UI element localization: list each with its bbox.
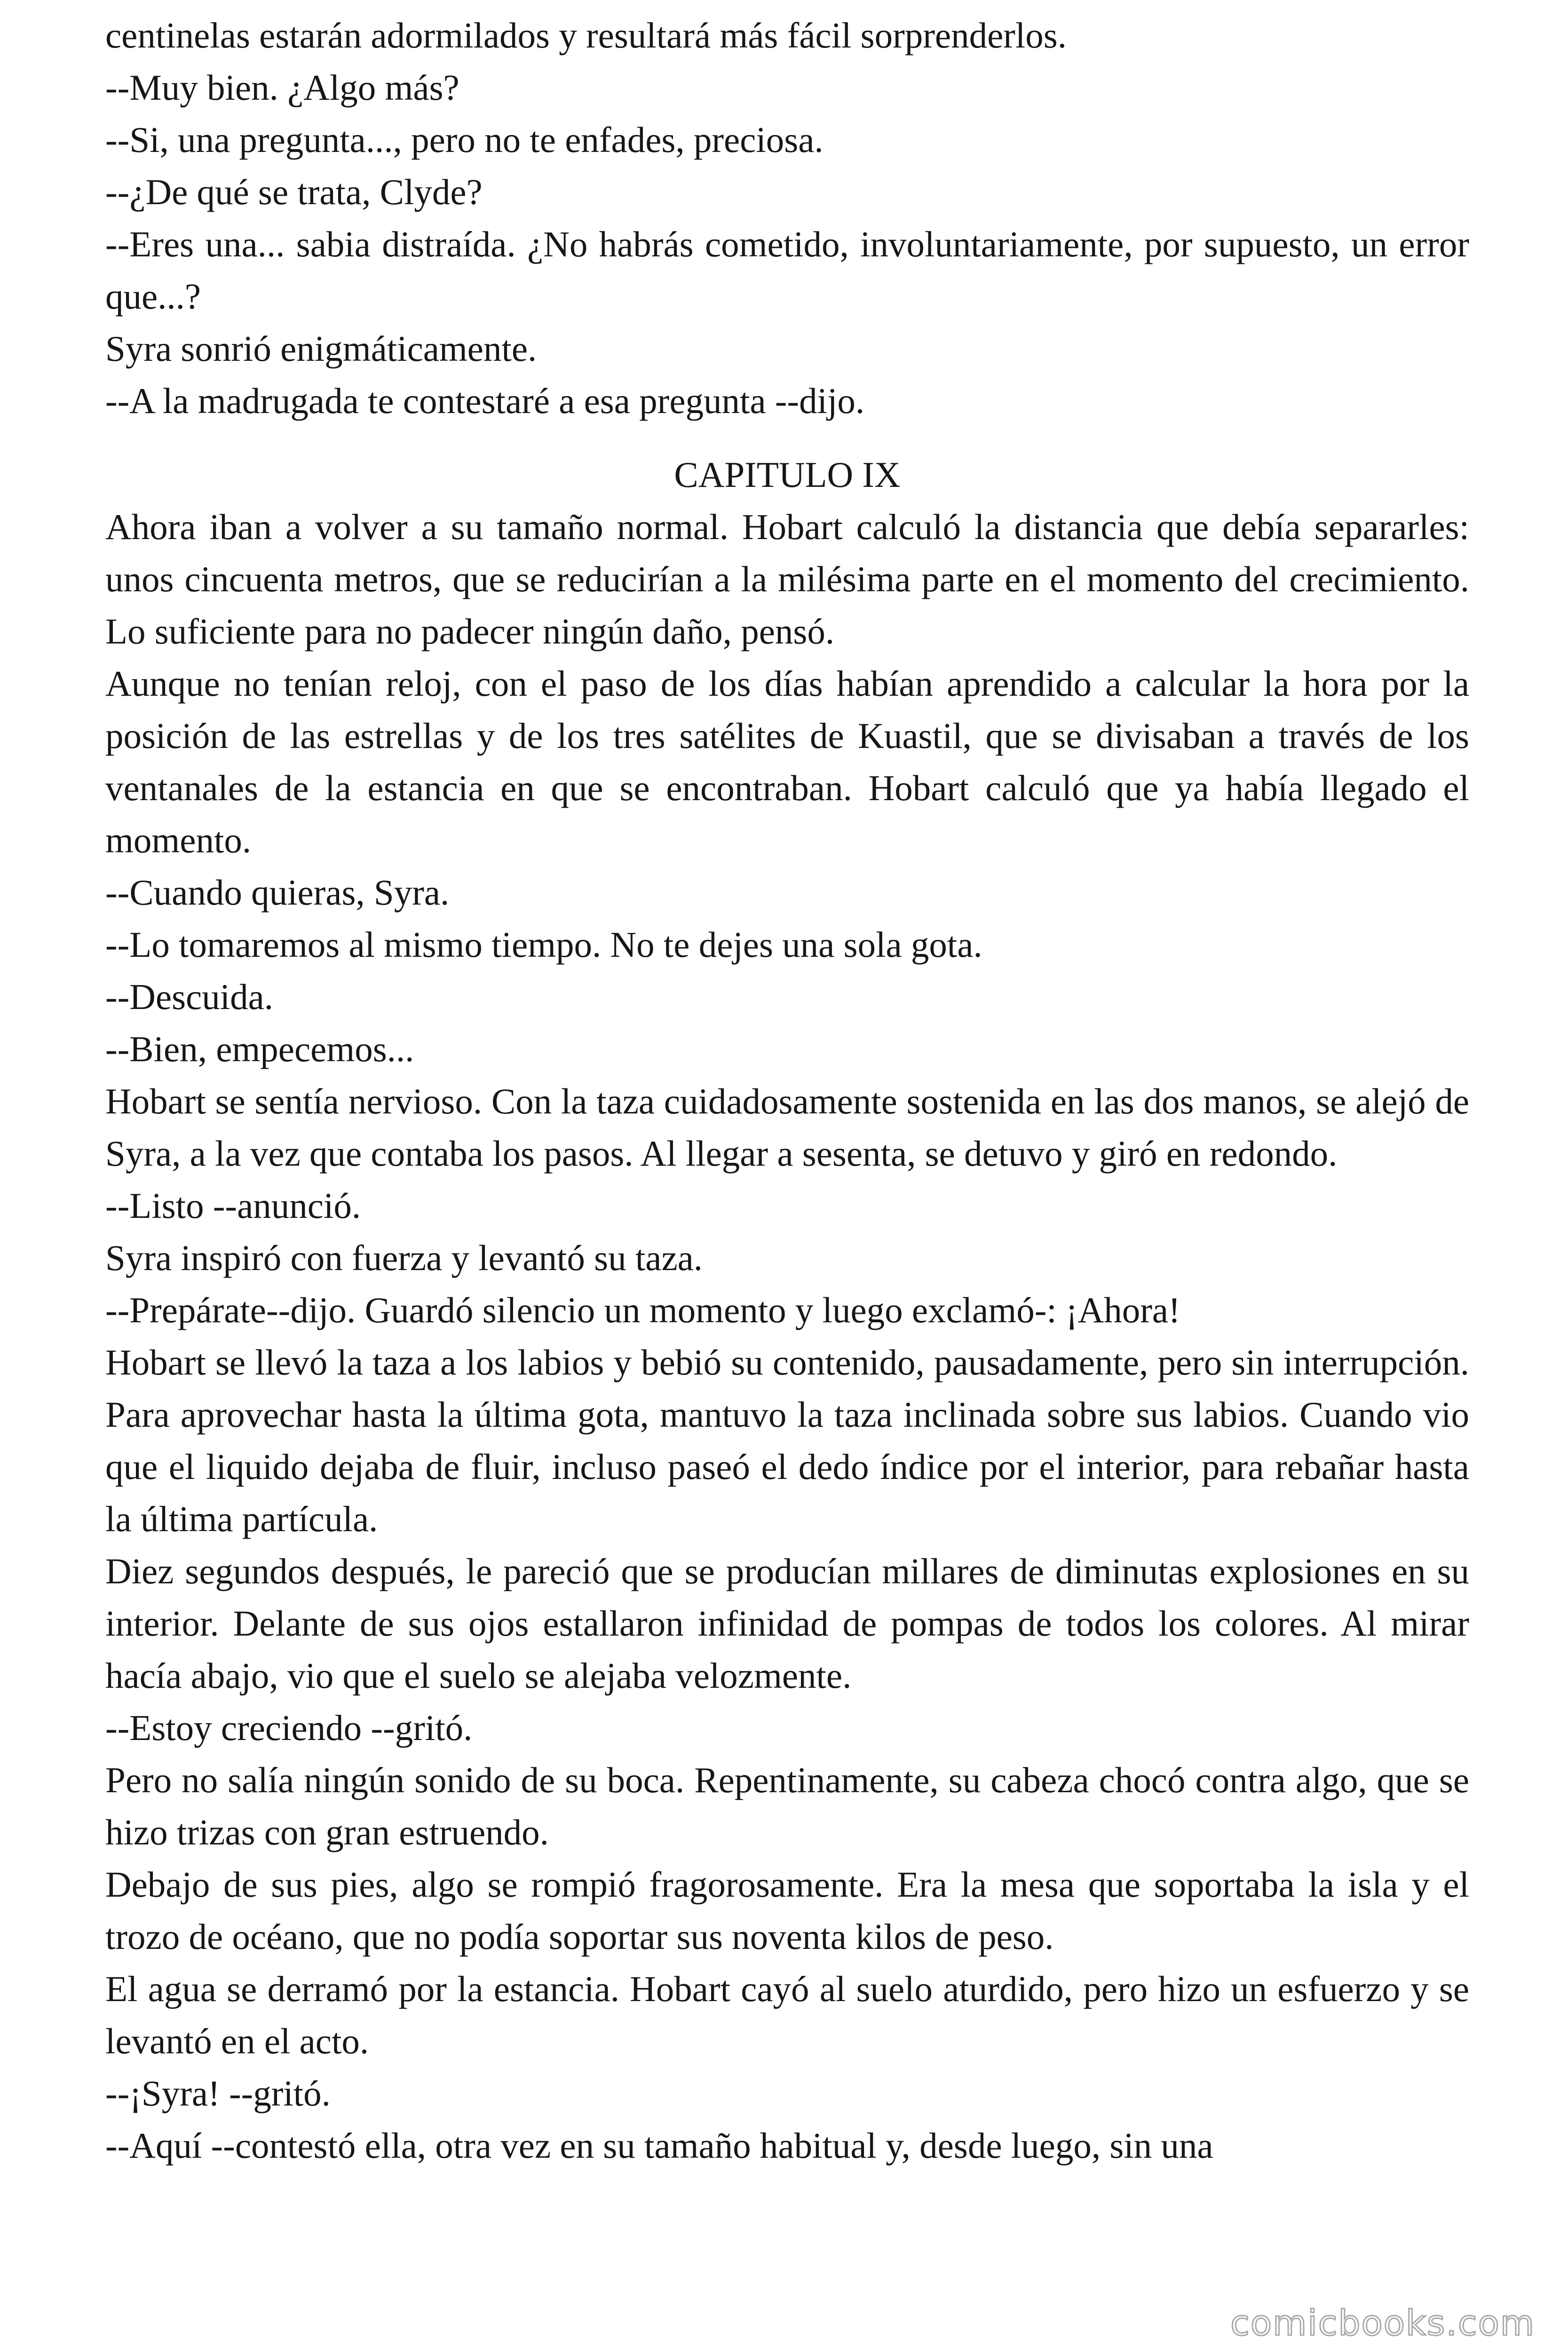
dialogue-line: --Si, una pregunta..., pero no te enfades, preciosa.	[105, 119, 824, 160]
dialogue-line: --Muy bien. ¿Algo más?	[105, 67, 459, 108]
chapter-text	[105, 501, 1469, 2172]
paragraph: Pero no salía ningún sonido de su boca. Repentinamente, su cabeza chocó contra algo, que se hizo trizas con gran estruendo.	[105, 1760, 1469, 1852]
book-page	[105, 9, 1469, 2172]
chapter-heading: CAPITULO IX	[674, 454, 901, 495]
narration-line: Syra sonrió enigmáticamente.	[105, 328, 537, 369]
dialogue-line: --Lo tomaremos al mismo tiempo. No te dejes una sola gota.	[105, 924, 982, 965]
paragraph: Debajo de sus pies, algo se rompió fragorosamente. Era la mesa que soportaba la isla y el trozo de océano, que no podía soportar sus noventa kilos de peso.	[105, 1864, 1469, 1957]
dialogue-line: --Aquí --contestó ella, otra vez en su tamaño habitual y, desde luego, sin una	[105, 2125, 1213, 2166]
paragraph: El agua se derramó por la estancia. Hobart cayó al suelo aturdido, pero hizo un esfuerzo y se levantó en el acto.	[105, 1969, 1469, 2061]
dialogue-line: --¿De qué se trata, Clyde?	[105, 172, 483, 212]
dialogue-line: --Cuando quieras, Syra.	[105, 872, 450, 913]
paragraph: Hobart se llevó la taza a los labios y bebió su contenido, pausadamente, pero sin interrupción. Para aprovechar hasta la última gota, mantuvo la taza inclinada sobre sus labios. Cuando vio que el liquido dejaba de fluir, incluso paseó el dedo índice por el interior, para rebañar hasta la última partícula.	[105, 1342, 1469, 1539]
dialogue-line: --Estoy creciendo --gritó.	[105, 1708, 473, 1748]
paragraph: Ahora iban a volver a su tamaño normal. Hobart calculó la distancia que debía separarles: unos cincuenta metros, que se reducirían a la milésima parte en el momento del crecimiento. Lo suficiente para no padecer ningún daño, pensó.	[105, 507, 1469, 652]
dialogue-line: --Prepárate--dijo. Guardó silencio un momento y luego exclamó-: ¡Ahora!	[105, 1290, 1180, 1330]
dialogue-line: --Bien, empecemos...	[105, 1029, 414, 1069]
dialogue-line: --Listo --anunció.	[105, 1185, 361, 1226]
paragraph: Hobart se sentía nervioso. Con la taza cuidadosamente sostenida en las dos manos, se alejó de Syra, a la vez que contaba los pasos. Al llegar a sesenta, se detuvo y giró en redondo.	[105, 1081, 1469, 1174]
dialogue-line: --Descuida.	[105, 977, 274, 1017]
dialogue-line: --A la madrugada te contestaré a esa pregunta --dijo.	[105, 381, 865, 421]
paragraph: Diez segundos después, le pareció que se producían millares de diminutas explosiones en su interior. Delante de sus ojos estallaron infinidad de pompas de todos los colores. Al mirar hacía abajo, vio que el suelo se alejaba velozmente.	[105, 1551, 1469, 1696]
paragraph: Aunque no tenían reloj, con el paso de los días habían aprendido a calcular la hora por la posición de las estrellas y de los tres satélites de Kuastil, que se divisaban a través de los ventanales de la estancia en que se encontraban. Hobart calculó que ya había llegado el momento.	[105, 663, 1469, 860]
dialogue-paragraph: --Eres una... sabia distraída. ¿No habrás cometido, involuntariamente, por supuesto, un error que...?	[105, 224, 1469, 317]
dialogue-line: --¡Syra! --gritó.	[105, 2073, 331, 2114]
pre-chapter-text	[105, 9, 1469, 427]
text-line: centinelas estarán adormilados y resultará más fácil sorprenderlos.	[105, 15, 1067, 56]
narration-line: Syra inspiró con fuerza y levantó su taza.	[105, 1238, 703, 1278]
watermark-logo: comicbooks.com	[1230, 2303, 1535, 2344]
